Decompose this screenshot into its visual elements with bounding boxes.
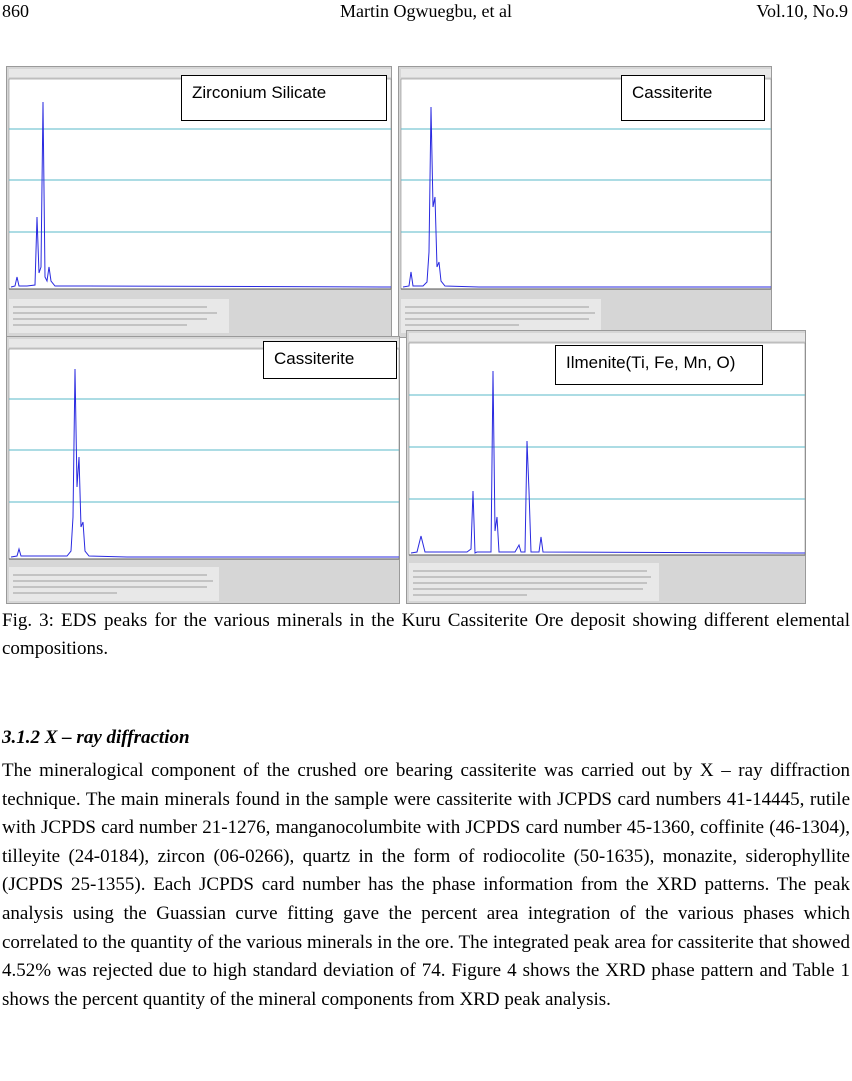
- eds-panel-cassiterite-top: [398, 66, 772, 338]
- eds-figure: [6, 66, 806, 606]
- figure-caption: Fig. 3: EDS peaks for the various minerals in the Kuru Cassiterite Ore deposit showing different elemental compositions.: [2, 610, 850, 659]
- page-number: 860: [2, 1, 29, 21]
- panel-label-cassiterite-bottom: Cassiterite: [263, 341, 397, 379]
- journal-volume: Vol.10, No.9: [756, 1, 848, 21]
- page-header: [0, 0, 852, 30]
- section-heading: 3.1.2 X – ray diffraction: [2, 727, 190, 748]
- running-authors: Martin Ogwuegbu, et al: [340, 1, 512, 21]
- panel-label-ilmenite: Ilmenite(Ti, Fe, Mn, O): [555, 345, 763, 385]
- eds-panel-cassiterite-bottom: [6, 336, 400, 604]
- panel-label-zirconium-silicate: Zirconium Silicate: [181, 75, 387, 121]
- eds-panel-ilmenite: [406, 330, 806, 604]
- eds-panel-zirconium-silicate: [6, 66, 392, 338]
- body-paragraph: The mineralogical component of the crushed ore bearing cassiterite was carried out by X – ray diffraction technique. The main minerals found in the sample were cassiterite with JCPDS card numbers 41-14445, rutile with JCPDS card number 21-1276, manganocolumbite with JCPDS card number 45-1360, coffinite (46-1304), tilleyite (24-0184), zircon (06-0266), quartz in the form of rodiocolite (50-1635), monazite, siderophyllite (JCPDS 25-1355). Each JCPDS card number has the phase information from the XRD patterns. The peak analysis using the Guassian curve fitting gave the percent area integration of the various phases which correlated to the quantity of the various minerals in the ore. The integrated peak area for cassiterite that showed 4.52% was rejected due to high standard deviation of 74. Figure 4 shows the XRD phase pattern and Table 1 shows the percent quantity of the mineral components from XRD peak analysis.: [2, 760, 850, 1010]
- panel-label-cassiterite-top: Cassiterite: [621, 75, 765, 121]
